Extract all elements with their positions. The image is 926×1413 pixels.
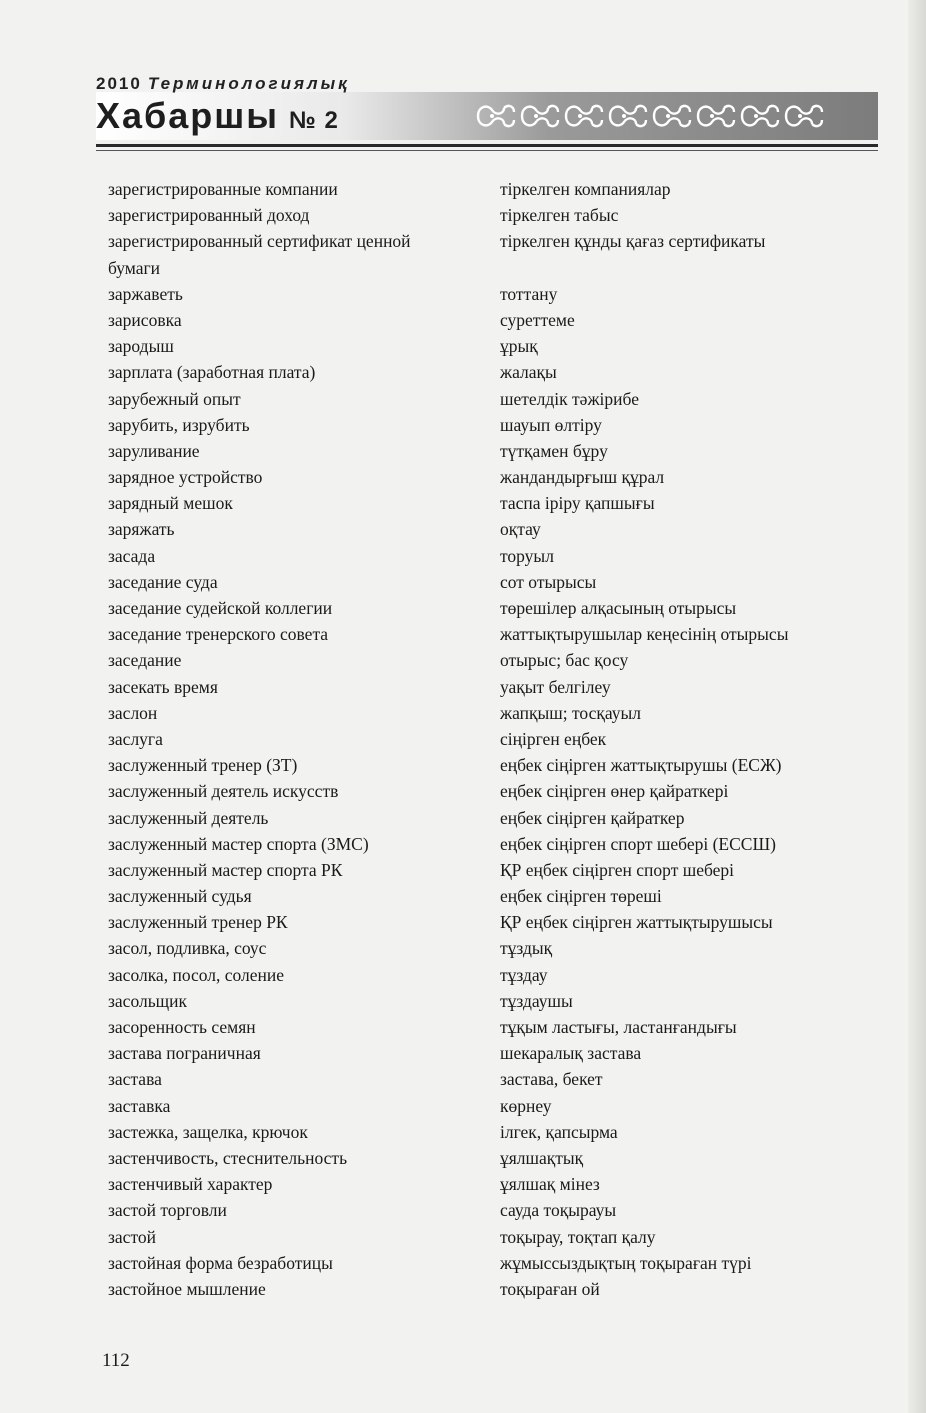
kazakh-term: торуыл	[500, 545, 554, 566]
kazakh-term: жаттықтырушылар кеңесінің отырысы	[500, 624, 789, 645]
glossary-entry	[108, 962, 868, 988]
page-edge	[908, 0, 926, 1413]
russian-term: зарядный мешок	[108, 493, 233, 514]
header-subtitle	[96, 74, 350, 94]
kazakh-term: тұздық	[500, 938, 553, 959]
glossary-entry	[108, 1145, 868, 1171]
glossary-entry	[108, 1093, 868, 1119]
kazakh-term: сот отырысы	[500, 571, 597, 592]
kazakh-term: тіркелген құнды қағаз сертификаты	[500, 231, 766, 252]
russian-term: заслуженный мастер спорта (ЗМС)	[108, 833, 369, 854]
glossary-entry	[108, 333, 868, 359]
russian-term: заставка	[108, 1095, 171, 1116]
glossary-entry	[108, 935, 868, 961]
kazakh-term: ҚР еңбек сіңірген жаттықтырушысы	[500, 912, 773, 933]
kazakh-term: ұялшақ мінез	[500, 1174, 600, 1195]
russian-term: заседание тренерского совета	[108, 624, 329, 645]
kazakh-term: отырыс; бас қосу	[500, 650, 629, 671]
glossary-entry	[108, 805, 868, 831]
russian-term: заруливание	[108, 440, 200, 461]
glossary-entry	[108, 386, 868, 412]
glossary-entry	[108, 700, 868, 726]
kazakh-term: еңбек сіңірген өнер қайраткері	[500, 781, 729, 802]
kazakh-term: еңбек сіңірген қайраткер	[500, 807, 685, 828]
kazakh-term: шетелдік тәжірибе	[500, 388, 639, 409]
russian-term: зарегистрированные компании	[108, 179, 338, 199]
kazakh-term: ұялшақтық	[500, 1147, 584, 1168]
russian-term: заслуженный тренер (ЗТ)	[108, 755, 298, 776]
glossary-entry	[108, 1066, 868, 1092]
glossary-entry	[108, 490, 868, 516]
russian-term: застой торговли	[108, 1200, 227, 1221]
kazakh-term: тұқым ластығы, ластанғандығы	[500, 1017, 737, 1037]
glossary-entry	[108, 1250, 868, 1276]
glossary-entry	[108, 857, 868, 883]
glossary-entry	[108, 988, 868, 1014]
journal-title-text: Хабаршы	[96, 95, 280, 136]
russian-term: зарисовка	[108, 309, 182, 330]
kazakh-term: уақыт белгілеу	[500, 676, 611, 697]
kazakh-term: оқтау	[500, 519, 541, 540]
russian-term: застава	[108, 1069, 162, 1090]
russian-term: засольщик	[108, 990, 188, 1011]
kazakh-term: ұрық	[500, 336, 538, 357]
kazakh-term: тіркелген табыс	[500, 205, 619, 226]
russian-term: застежка, защелка, крючок	[108, 1121, 308, 1142]
kazakh-term: застава, бекет	[500, 1069, 603, 1090]
glossary-entry	[108, 307, 868, 333]
glossary-entry	[108, 1171, 868, 1197]
russian-term: зарубежный опыт	[108, 388, 241, 409]
russian-term: заржаветь	[108, 283, 183, 304]
kazakh-term: тоқыраған ой	[500, 1278, 600, 1299]
russian-term: зарегистрированный сертификат ценной	[108, 231, 411, 252]
glossary-entry	[108, 883, 868, 909]
russian-term: заслуженный деятель	[108, 807, 269, 828]
russian-term: застенчивый характер	[108, 1174, 273, 1195]
page-number: 112	[102, 1350, 130, 1371]
russian-term: заслуженный деятель искусств	[108, 781, 339, 802]
russian-term: застойное мышление	[108, 1278, 266, 1299]
kazakh-term: тоттану	[500, 283, 558, 304]
russian-term: заседание судейской коллегии	[108, 598, 333, 618]
glossary-entry	[108, 1224, 868, 1250]
glossary-entry	[108, 647, 868, 673]
glossary-entry	[108, 778, 868, 804]
russian-term: заслуженный судья	[108, 886, 252, 907]
kazakh-term: жандандырғыш құрал	[500, 467, 665, 488]
kazakh-term: жапқыш; тосқауыл	[500, 702, 641, 723]
glossary-entry	[108, 464, 868, 490]
russian-term: заслон	[108, 702, 158, 723]
russian-term: зарядное устройство	[108, 467, 263, 488]
glossary-entry	[108, 202, 868, 228]
glossary-entry	[108, 438, 868, 464]
glossary-entry	[108, 1197, 868, 1223]
russian-term: зародыш	[108, 336, 174, 357]
russian-term: заседание суда	[108, 571, 218, 592]
kazakh-term: тұздаушы	[500, 990, 573, 1011]
russian-term: бумаги	[108, 257, 161, 278]
russian-term: заслуга	[108, 728, 163, 749]
glossary-entry	[108, 595, 868, 621]
glossary-entry	[108, 176, 868, 202]
russian-term: зарплата (заработная плата)	[108, 362, 316, 383]
kazakh-term: еңбек сіңірген спорт шебері (ЕССШ)	[500, 833, 776, 854]
kazakh-term: жұмыссыздықтың тоқыраған түрі	[500, 1252, 752, 1273]
russian-term: засол, подливка, соус	[108, 938, 267, 959]
glossary-entry	[108, 909, 868, 935]
glossary-entry	[108, 255, 868, 281]
header-rule-thin	[96, 150, 878, 151]
header-rule-thick	[96, 144, 878, 147]
glossary-entry	[108, 726, 868, 752]
russian-term: засолка, посол, соление	[108, 964, 285, 985]
kazakh-term: түтқамен бұру	[500, 440, 608, 461]
kazakh-pattern-icon	[474, 100, 826, 132]
glossary-entry	[108, 359, 868, 385]
glossary-list	[108, 176, 868, 1302]
kazakh-term	[500, 255, 868, 281]
russian-term: засекать время	[108, 676, 218, 697]
kazakh-term: шекаралық застава	[500, 1043, 642, 1064]
russian-term: засада	[108, 545, 156, 566]
russian-term: заряжать	[108, 519, 175, 540]
glossary-entry	[108, 543, 868, 569]
glossary-entry	[108, 1014, 868, 1040]
issue-number: № 2	[289, 107, 339, 134]
glossary-entry	[108, 1276, 868, 1302]
kazakh-term: тіркелген компаниялар	[500, 179, 671, 199]
glossary-entry	[108, 1040, 868, 1066]
glossary-entry	[108, 569, 868, 595]
kazakh-term: еңбек сіңірген төреші	[500, 886, 662, 907]
glossary-entry	[108, 412, 868, 438]
russian-term: застенчивость, стеснительность	[108, 1147, 348, 1168]
glossary-entry	[108, 516, 868, 542]
russian-term: засоренность семян	[108, 1017, 256, 1037]
russian-term: заслуженный мастер спорта РК	[108, 859, 343, 880]
journal-header	[96, 70, 878, 160]
kazakh-term: сіңірген еңбек	[500, 728, 607, 749]
header-journal-word: Терминологиялық	[147, 74, 350, 93]
kazakh-term: еңбек сіңірген жаттықтырушы (ЕСЖ)	[500, 755, 782, 776]
kazakh-term: төрешілер алқасының отырысы	[500, 598, 737, 618]
glossary-entry	[108, 621, 868, 647]
kazakh-term: көрнеу	[500, 1095, 552, 1116]
russian-term: заседание	[108, 650, 182, 671]
glossary-entry	[108, 1119, 868, 1145]
russian-term: застава пограничная	[108, 1043, 261, 1064]
russian-term: зарубить, изрубить	[108, 414, 250, 435]
kazakh-term: ҚР еңбек сіңірген спорт шебері	[500, 859, 735, 880]
kazakh-term: ілгек, қапсырма	[500, 1121, 618, 1142]
russian-term: застойная форма безработицы	[108, 1252, 333, 1273]
kazakh-term: таспа іріру қапшығы	[500, 493, 655, 514]
header-year: 2010	[96, 74, 142, 93]
glossary-entry	[108, 674, 868, 700]
kazakh-term: сауда тоқырауы	[500, 1200, 617, 1221]
journal-title	[96, 96, 339, 141]
kazakh-term: жалақы	[500, 362, 557, 383]
kazakh-term: тоқырау, тоқтап қалу	[500, 1226, 656, 1247]
glossary-entry	[108, 831, 868, 857]
kazakh-term: тұздау	[500, 964, 548, 985]
glossary-entry	[108, 752, 868, 778]
kazakh-term: суреттеме	[500, 309, 575, 330]
russian-term: застой	[108, 1226, 156, 1247]
kazakh-term: шауып өлтіру	[500, 414, 602, 435]
russian-term: зарегистрированный доход	[108, 205, 310, 226]
russian-term: заслуженный тренер РК	[108, 912, 288, 933]
glossary-entry	[108, 228, 868, 254]
glossary-entry	[108, 281, 868, 307]
